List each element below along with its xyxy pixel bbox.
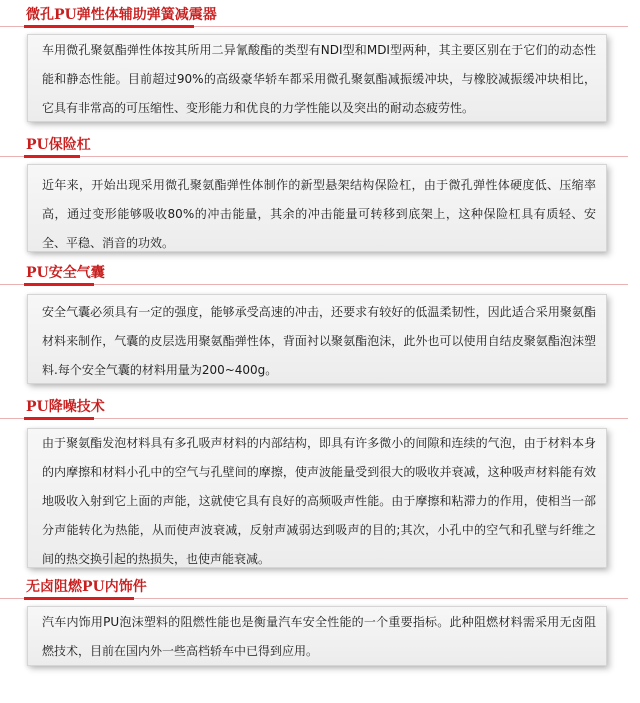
heading-accent-bar [24, 597, 134, 600]
section-heading-row [0, 130, 628, 157]
heading-accent-bar [24, 417, 94, 420]
section-heading: 微孔PU弹性体辅助弹簧减震器 [26, 7, 217, 23]
section-content-box [27, 606, 607, 666]
section-heading-row [0, 572, 628, 599]
section-shock-absorber [0, 0, 640, 130]
heading-accent-bar [24, 25, 194, 28]
section-bumper [0, 130, 640, 260]
section-heading: PU降噪技术 [26, 399, 105, 415]
section-body-text: 汽车内饰用PU泡沫塑料的阻燃性能也是衡量汽车安全性能的一个重要指标。此种阻燃材料需采用无卤阻燃技术，目前在国内外一些高档轿车中已得到应用。 [42, 615, 596, 658]
section-heading: PU安全气囊 [26, 265, 105, 281]
section-flame-retardant-interior [0, 572, 640, 703]
section-body-text: 近年来，开始出现采用微孔聚氨酯弹性体制作的新型悬架结构保险杠，由于微孔弹性体硬度低、压缩率高，通过变形能够吸收80%的冲击能量，其余的冲击能量可转移到底架上，这种保险杠具有质轻、安全、平稳、消音的功效。 [42, 178, 596, 250]
heading-accent-bar [24, 155, 80, 158]
section-heading: 无卤阻燃PU内饰件 [26, 579, 147, 595]
section-body-text: 安全气囊必须具有一定的强度，能够承受高速的冲击，还要求有较好的低温柔韧性，因此适合采用聚氨酯材料来制作，气囊的皮层选用聚氨酯弹性体，背面衬以聚氨酯泡沫，此外也可以使用自结皮聚氨酯泡沫塑料.每个安全气囊的材料用量为200~400g。 [42, 305, 596, 377]
section-heading: PU保险杠 [26, 137, 91, 153]
section-content-box [27, 34, 607, 122]
section-noise-reduction [0, 392, 640, 572]
section-heading-row [0, 392, 628, 419]
section-content-box [27, 428, 607, 568]
section-body-text: 由于聚氨酯发泡材料具有多孔吸声材料的内部结构，即具有许多微小的间隙和连续的气泡，由于材料本身的内摩擦和材料小孔中的空气与孔壁间的摩擦，使声波能量受到很大的吸收并衰减，这种吸声材料能有效地吸收入射到它上面的声能，这就使它具有良好的高频吸声性能。由于摩擦和粘滞力的作用，使相当一部分声能转化为热能，从而使声波衰减，反射声减弱达到吸声的目的;其次，小孔中的空气和孔壁与纤维之间的热交换引起的热损失，也使声能衰减。 [42, 436, 596, 566]
section-body-text: 车用微孔聚氨酯弹性体按其所用二异氰酸酯的类型有NDI型和MDI型两种，其主要区别在于它们的动态性能和静态性能。目前超过90%的高级豪华轿车都采用微孔聚氨酯减振缓冲块，与橡胶减振缓冲块相比，它具有非常高的可压缩性、变形能力和优良的力学性能以及突出的耐动态疲劳性。 [42, 43, 596, 115]
section-airbag [0, 258, 640, 392]
section-heading-row [0, 258, 628, 285]
section-content-box [27, 164, 607, 252]
section-heading-row [0, 0, 628, 27]
section-content-box [27, 294, 607, 384]
heading-accent-bar [24, 283, 94, 286]
